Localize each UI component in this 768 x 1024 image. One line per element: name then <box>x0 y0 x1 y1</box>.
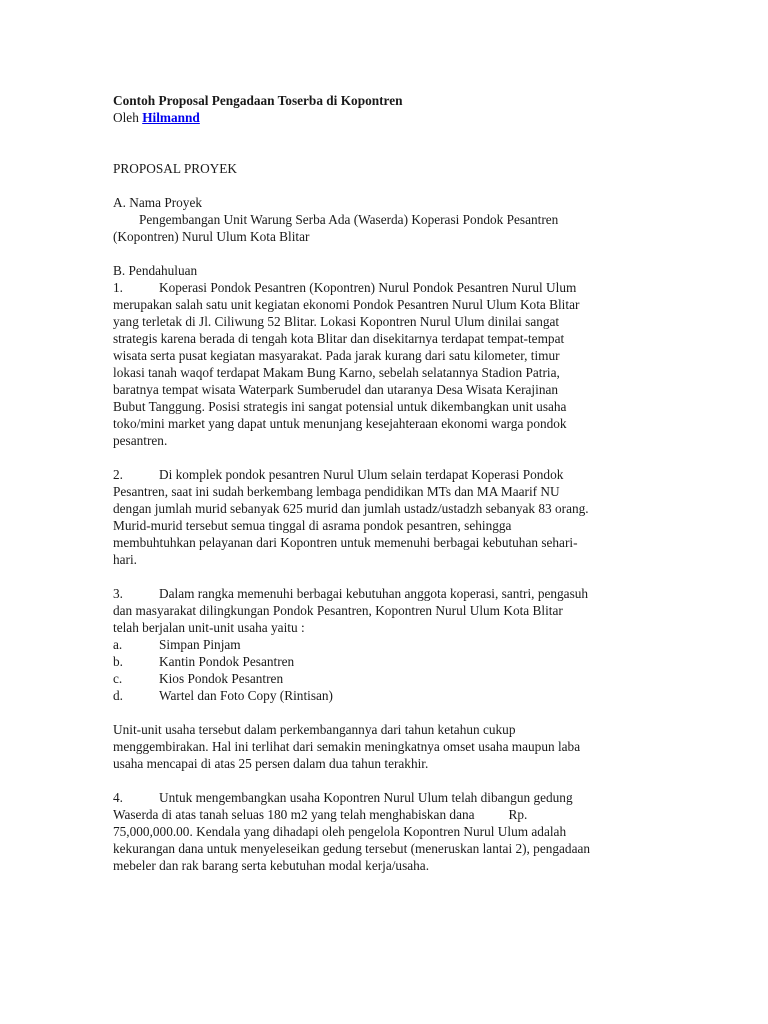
para-4-line-2 <box>113 806 658 823</box>
list-item-letter: a. <box>113 637 123 652</box>
para-1-line: baratnya tempat wisata Waterpark Sumberudel dan utaranya Desa Wisata Kerajinan <box>113 382 559 397</box>
para-4-currency: Rp. <box>508 807 528 822</box>
para-1-first-text: Koperasi Pondok Pesantren (Kopontren) Nurul Pondok Pesantren Nurul Ulum <box>159 280 577 295</box>
spacer <box>113 568 658 585</box>
list-item-letter: b. <box>113 654 123 669</box>
para-4-number: 4. <box>113 790 123 805</box>
units-para-line: usaha mencapai di atas 25 persen dalam dua tahun terakhir. <box>113 756 429 771</box>
list-item <box>113 670 658 687</box>
para-1-line: wisata serta pusat kegiatan masyarakat. Pada jarak kurang dari satu kilometer, timur <box>113 348 560 363</box>
list-item <box>113 636 658 653</box>
para-3-line: telah berjalan unit-unit usaha yaitu : <box>113 620 305 635</box>
spacer <box>113 449 658 466</box>
list-item-text: Kantin Pondok Pesantren <box>159 654 295 669</box>
para-2-line: Pesantren, saat ini sudah berkembang lembaga pendidikan MTs dan MA Maarif NU <box>113 484 560 499</box>
section-b-label: B. Pendahuluan <box>113 263 198 278</box>
list-item <box>113 687 658 704</box>
para-2-first-text: Di komplek pondok pesantren Nurul Ulum selain terdapat Koperasi Pondok <box>159 467 564 482</box>
para-2-line: membuhtuhkan pelayanan dari Kopontren untuk memenuhi berbagai kebutuhan sehari- <box>113 535 578 550</box>
list-item-text: Wartel dan Foto Copy (Rintisan) <box>159 688 333 703</box>
para-4-first-line <box>113 789 658 806</box>
para-4-line: kekurangan dana untuk menyeleseikan gedung tersebut (meneruskan lantai 2), pengadaan <box>113 841 591 856</box>
spacer <box>113 177 658 194</box>
para-1-line: toko/mini market yang dapat untuk menunjang kesejahteraan ekonomi warga pondok <box>113 416 567 431</box>
para-3-first-text: Dalam rangka memenuhi berbagai kebutuhan anggota koperasi, santri, pengasuh <box>159 586 589 601</box>
para-2-line: dengan jumlah murid sebanyak 625 murid dan jumlah ustadz/ustadzh sebanyak 83 orang. <box>113 501 589 516</box>
section-a-label: A. Nama Proyek <box>113 195 202 210</box>
para-4-first-text: Untuk mengembangkan usaha Kopontren Nurul Ulum telah dibangun gedung <box>159 790 573 805</box>
para-4-line-2-text: Waserda di atas tanah seluas 180 m2 yang telah menghabiskan dana <box>113 807 475 822</box>
para-4-line: 75,000,000.00. Kendala yang dihadapi oleh pengelola Kopontren Nurul Ulum adalah <box>113 824 567 839</box>
document-body <box>113 92 658 874</box>
para-4-line: mebeler dan rak barang serta kebutuhan modal kerja/usaha. <box>113 858 430 873</box>
para-1-line: merupakan salah satu unit kegiatan ekonomi Pondok Pesantren Nurul Ulum Kota Blitar <box>113 297 580 312</box>
para-1-line: yang terletak di Jl. Ciliwung 52 Blitar. Lokasi Kopontren Nurul Ulum dinilai sangat <box>113 314 560 329</box>
proposal-heading: PROPOSAL PROYEK <box>113 161 238 176</box>
units-para-line: Unit-unit usaha tersebut dalam perkembangannya dari tahun ketahun cukup <box>113 722 516 737</box>
author-link[interactable]: Hilmannd <box>142 110 200 125</box>
section-a-line1: Pengembangan Unit Warung Serba Ada (Waserda) Koperasi Pondok Pesantren <box>139 212 559 227</box>
spacer <box>113 704 658 721</box>
spacer <box>113 143 658 160</box>
document-title: Contoh Proposal Pengadaan Toserba di Kopontren <box>113 93 403 108</box>
para-1-line: Bubut Tanggung. Posisi strategis ini sangat potensial untuk dikembangkan unit usaha <box>113 399 567 414</box>
spacer <box>113 245 658 262</box>
para-2-line: hari. <box>113 552 137 567</box>
spacer <box>113 772 658 789</box>
section-a-line2: (Kopontren) Nurul Ulum Kota Blitar <box>113 229 310 244</box>
list-item-text: Kios Pondok Pesantren <box>159 671 284 686</box>
list-item <box>113 653 658 670</box>
para-2-line: Murid-murid tersebut semua tinggal di asrama pondok pesantren, sehingga <box>113 518 512 533</box>
para-3-number: 3. <box>113 586 123 601</box>
list-item-text: Simpan Pinjam <box>159 637 241 652</box>
para-1-line: strategis karena berada di tengah kota Blitar dan disekitarnya terdapat tempat-tempat <box>113 331 565 346</box>
byline <box>113 109 658 126</box>
list-item-letter: c. <box>113 671 123 686</box>
list-item-letter: d. <box>113 688 123 703</box>
para-1-first-line <box>113 279 658 296</box>
para-3-first-line <box>113 585 658 602</box>
para-2-first-line <box>113 466 658 483</box>
para-1-line: pesantren. <box>113 433 168 448</box>
para-1-line: lokasi tanah waqof terdapat Makam Bung Karno, sebelah selatannya Stadion Patria, <box>113 365 560 380</box>
para-3-line: dan masyarakat dilingkungan Pondok Pesantren, Kopontren Nurul Ulum Kota Blitar <box>113 603 563 618</box>
units-para-line: menggembirakan. Hal ini terlihat dari semakin meningkatnya omset usaha maupun laba <box>113 739 581 754</box>
spacer <box>113 126 658 143</box>
para-1-number: 1. <box>113 280 123 295</box>
byline-prefix: Oleh <box>113 110 139 125</box>
para-2-number: 2. <box>113 467 123 482</box>
